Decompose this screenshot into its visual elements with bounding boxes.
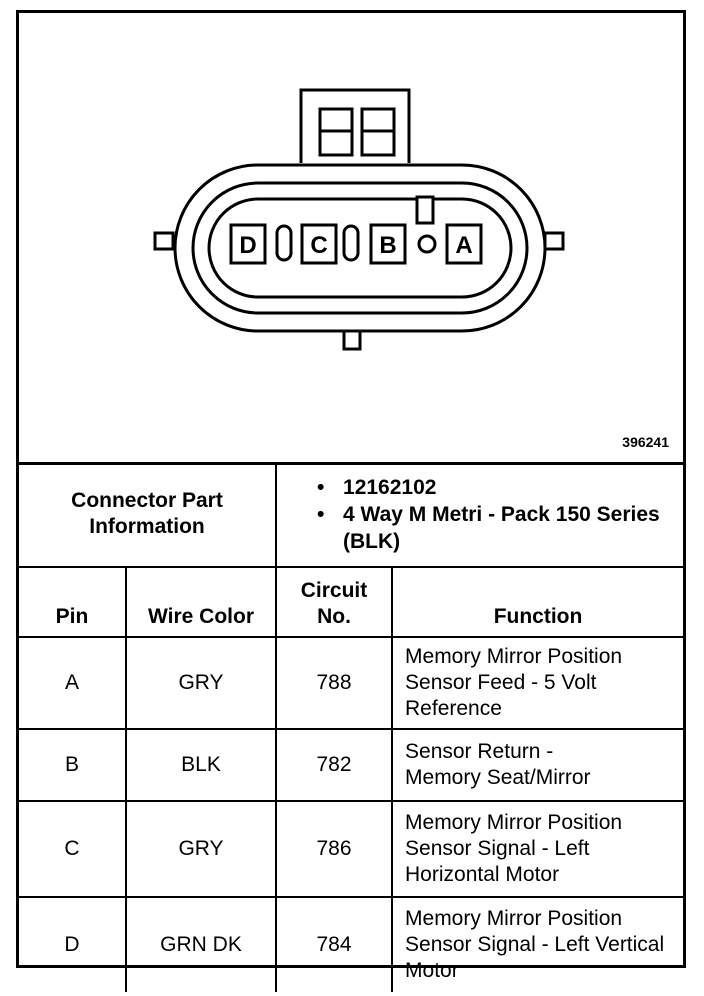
pin-cell: B <box>19 729 126 801</box>
connector-diagram <box>19 13 683 465</box>
pin-cell: D <box>19 897 126 992</box>
cavity-label-a: A <box>455 232 473 259</box>
table-row <box>19 637 683 729</box>
pin-cell: C <box>19 801 126 897</box>
connector-part-info-label: Connector Part Information <box>19 462 276 567</box>
wire-color-cell: GRY <box>126 801 276 897</box>
function-text: Sensor Return - Memory Seat/Mirror <box>405 740 591 789</box>
function-cell: Memory Mirror Position Sensor Signal - Left Horizontal Motor <box>392 801 683 897</box>
cavity-label-d: D <box>239 232 257 259</box>
header-circuit <box>276 567 392 637</box>
table-row <box>19 897 683 992</box>
header-function: Function <box>392 567 683 637</box>
circuit-cell: 782 <box>276 729 392 801</box>
connector-info-row <box>19 462 683 567</box>
circuit-cell: 788 <box>276 637 392 729</box>
connector-sheet <box>16 10 686 982</box>
table-row <box>19 729 683 801</box>
connector-part-info <box>276 462 683 567</box>
connector-description: 4 Way M Metri - Pack 150 Series (BLK) <box>343 503 660 553</box>
cavity-label-b: B <box>379 232 397 259</box>
connector-drawing <box>19 13 683 462</box>
bullet: • <box>317 503 325 526</box>
right-tab <box>545 233 563 249</box>
function-cell: Memory Mirror Position Sensor Signal - Left Vertical Motor <box>392 897 683 992</box>
wire-color-cell: BLK <box>126 729 276 801</box>
cavity-label-c: C <box>310 232 328 259</box>
circuit-cell: 786 <box>276 801 392 897</box>
header-pin: Pin <box>19 567 126 637</box>
header-row <box>19 567 683 637</box>
header-circuit-text: Circuit No. <box>300 579 368 628</box>
figure-number: 396241 <box>622 434 669 450</box>
pin-cell: A <box>19 637 126 729</box>
bullet: • <box>317 476 325 499</box>
wire-color-cell: GRY <box>126 637 276 729</box>
part-number-item <box>317 474 675 501</box>
wire-color-cell: GRN DK <box>126 897 276 992</box>
left-tab <box>155 233 173 249</box>
polarization-notch <box>417 197 433 223</box>
connector-description-item <box>317 501 675 555</box>
header-wire-color: Wire Color <box>126 567 276 637</box>
function-cell <box>392 729 683 801</box>
part-number: 12162102 <box>343 476 437 499</box>
pinout-table <box>19 462 683 992</box>
circuit-cell: 784 <box>276 897 392 992</box>
function-cell: Memory Mirror Position Sensor Feed - 5 Volt Reference <box>392 637 683 729</box>
table-row <box>19 801 683 897</box>
